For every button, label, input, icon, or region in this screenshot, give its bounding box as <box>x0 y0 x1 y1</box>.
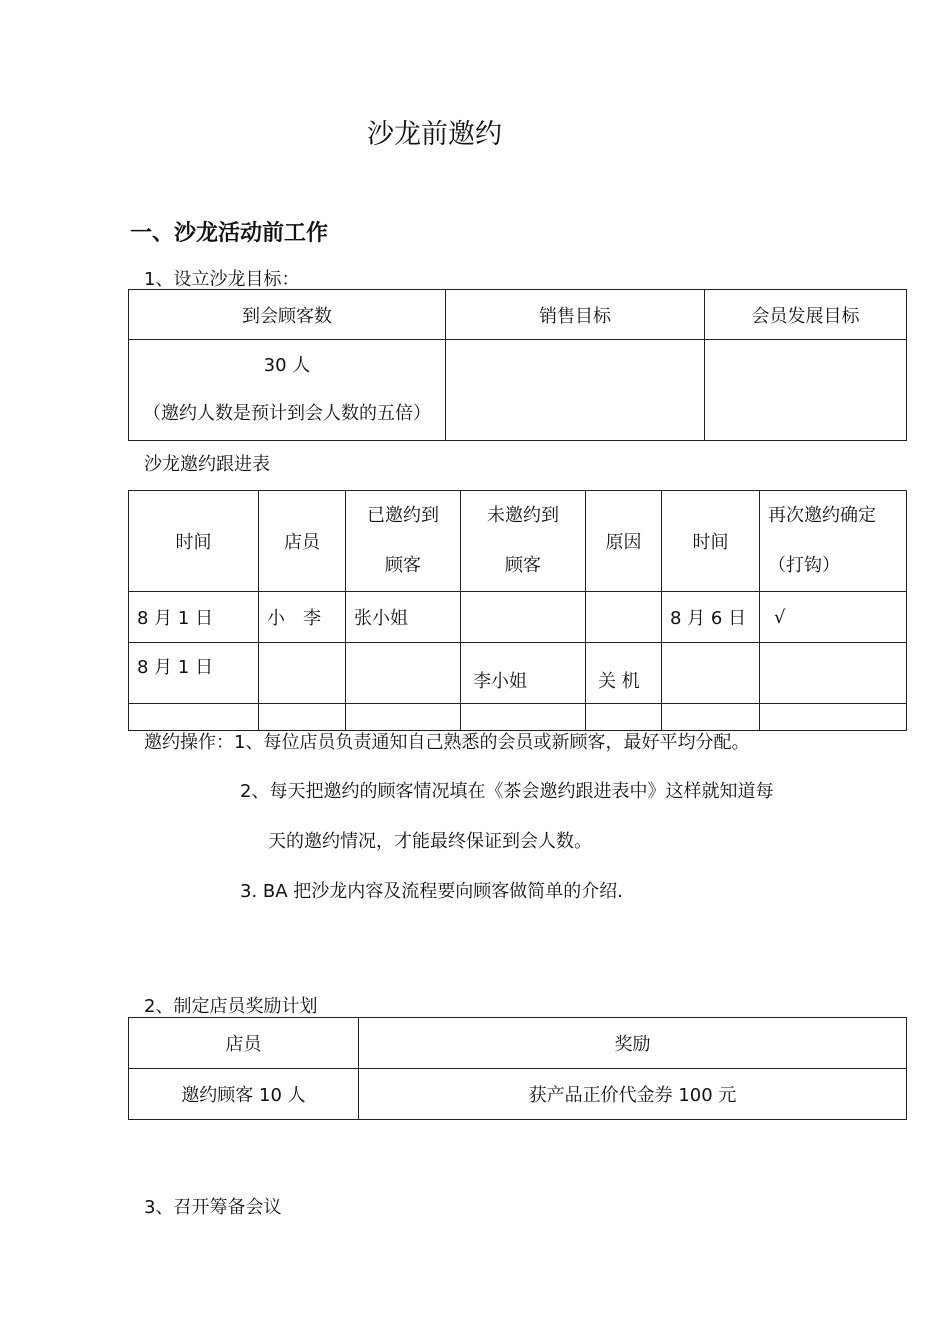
row3-not-invited <box>461 704 586 731</box>
row3-time <box>129 704 259 731</box>
th-time: 时间 <box>129 491 259 592</box>
goals-members-cell <box>705 340 907 441</box>
reward-table <box>128 1017 907 1120</box>
th-not-invited <box>461 491 586 592</box>
section-heading: 一、沙龙活动前工作 <box>130 221 329 246</box>
reward-header-staff: 店员 <box>129 1018 359 1069</box>
row3-invited <box>346 704 461 731</box>
row1-time2: 8 月 6 日 <box>662 592 760 643</box>
row2-not-invited: 李小姐 <box>461 643 586 704</box>
attendees-note: （邀约人数是预计到会人数的五倍） <box>143 403 431 424</box>
goals-header-attendees: 到会顾客数 <box>129 290 446 340</box>
reward-row <box>129 1069 907 1120</box>
reward-header-reward: 奖励 <box>359 1018 907 1069</box>
reward-condition: 邀约顾客 10 人 <box>129 1069 359 1120</box>
th-time2: 时间 <box>662 491 760 592</box>
row3-reason <box>586 704 662 731</box>
goals-table <box>128 289 907 441</box>
row2-check <box>760 643 907 704</box>
reward-value: 获产品正价代金券 100 元 <box>359 1069 907 1120</box>
goals-sales-cell <box>446 340 705 441</box>
row3-time2 <box>662 704 760 731</box>
th-invited-line1: 已邀约到 <box>367 505 439 526</box>
tracking-label: 沙龙邀约跟进表 <box>144 454 270 475</box>
table-row <box>129 704 907 731</box>
ops-line-2: 2、每天把邀约的顾客情况填在《茶会邀约跟进表中》这样就知道每 <box>240 781 774 802</box>
row2-time2 <box>662 643 760 704</box>
goals-attendees-cell <box>129 340 446 441</box>
tracking-header-row <box>129 491 907 592</box>
th-reconfirm <box>760 491 907 592</box>
row1-invited: 张小姐 <box>346 592 461 643</box>
row1-check: √ <box>760 592 907 643</box>
row1-staff: 小 李 <box>259 592 346 643</box>
row3-staff <box>259 704 346 731</box>
reward-header-row <box>129 1018 907 1069</box>
goals-header-members: 会员发展目标 <box>705 290 907 340</box>
th-invited-line2: 顾客 <box>385 555 421 576</box>
goals-value-row <box>129 340 907 441</box>
item-3-label: 3、召开筹备会议 <box>144 1197 282 1218</box>
row3-check <box>760 704 907 731</box>
item-2-label: 2、制定店员奖励计划 <box>144 996 318 1017</box>
row1-time: 8 月 1 日 <box>129 592 259 643</box>
row2-time: 8 月 1 日 <box>129 643 259 704</box>
ops-line-1: 邀约操作：1、每位店员负责通知自己熟悉的会员或新顾客，最好平均分配。 <box>144 732 750 753</box>
table-row <box>129 643 907 704</box>
ops-line-3: 天的邀约情况，才能最终保证到会人数。 <box>268 831 592 852</box>
th-reconfirm-line1: 再次邀约确定 <box>768 505 876 526</box>
th-not-invited-line1: 未邀约到 <box>487 505 559 526</box>
page-title: 沙龙前邀约 <box>367 119 502 150</box>
row2-staff <box>259 643 346 704</box>
row2-reason: 关 机 <box>586 643 662 704</box>
goals-header-sales: 销售目标 <box>446 290 705 340</box>
table-row <box>129 592 907 643</box>
th-invited <box>346 491 461 592</box>
th-reason: 原因 <box>586 491 662 592</box>
row1-not-invited <box>461 592 586 643</box>
goals-header-row <box>129 290 907 340</box>
row1-reason <box>586 592 662 643</box>
row2-invited <box>346 643 461 704</box>
ops-line-4: 3. BA 把沙龙内容及流程要向顾客做简单的介绍. <box>240 881 623 902</box>
tracking-table <box>128 490 907 731</box>
th-not-invited-line2: 顾客 <box>505 555 541 576</box>
item-1-label: 1、设立沙龙目标： <box>144 269 300 290</box>
attendees-count: 30 人 <box>263 355 311 376</box>
th-reconfirm-line2: （打钩） <box>768 555 840 576</box>
th-staff: 店员 <box>259 491 346 592</box>
